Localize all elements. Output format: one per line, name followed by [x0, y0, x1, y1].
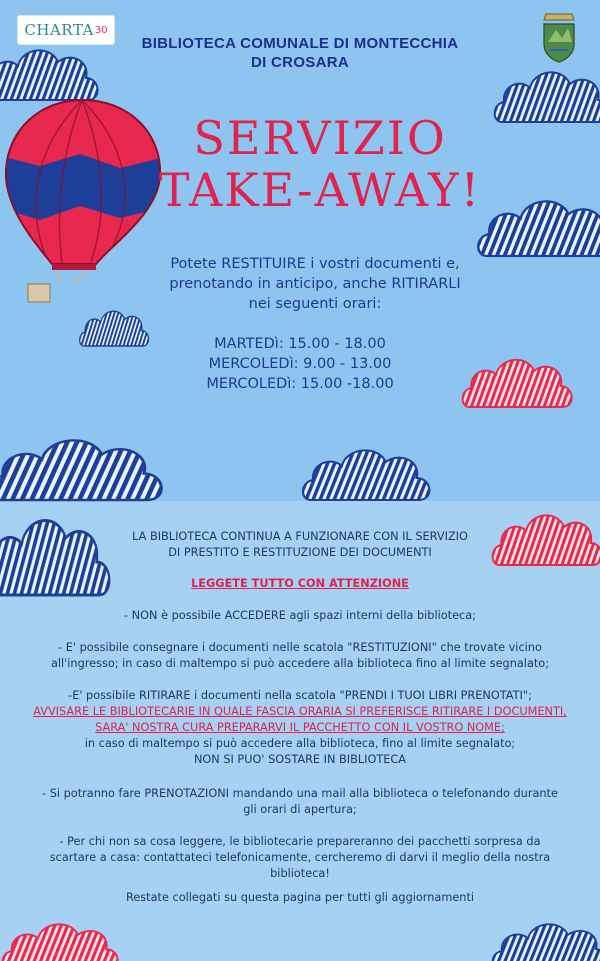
cloud-icon: [460, 350, 580, 420]
cloud-icon: [300, 440, 440, 510]
opening-hours: [150, 334, 450, 394]
coat-of-arms-icon: [538, 10, 580, 64]
hours-item: MARTEDì: 15.00 - 18.00: [214, 336, 386, 352]
closing-note: Restate collegati su questa pagina per tutti gli aggiornamenti: [125, 891, 475, 904]
cloud-icon: [475, 190, 600, 270]
cloud-icon: [0, 915, 120, 961]
hours-item: MERCOLEDì: 15.00 -18.00: [206, 376, 394, 392]
page-title: SERVIZIO TAKE-AWAY!: [158, 111, 482, 217]
warning-heading: LEGGETE TUTTO CON ATTENZIONE: [191, 577, 409, 590]
library-name: BIBLIOTECA COMUNALE DI MONTECCHIA DI CROSARA: [141, 35, 459, 71]
cloud-icon: [490, 915, 600, 961]
rule-reservations: - Si potranno fare PRENOTAZIONI mandando una mail alla biblioteca o telefonando durante gli orari di apertura;: [42, 787, 558, 816]
rule-pickup: -E' possibile RITIRARE i documenti nella scatola "PRENDI I TUOI LIBRI PRENOTATI"; AVVISARE LE BIBLIOTECARIE IN QUALE FASCIA ORARIA SI PREFERISCE RITIRARE I DOCUMENTI, SARA' NOSTRA CURA PREPARARVI IL PACCHETTO CON IL VOSTRO NOME; in caso di maltempo si può accedere alla biblioteca, fino al limite segnalato; NON SI PUO' SOSTARE IN BIBLIOTECA: [33, 689, 567, 766]
intro-text: Potete RESTITUIRE i vostri documenti e, prenotando in anticipo, anche RITIRARLI nei seguenti orari:: [169, 256, 461, 312]
hot-air-balloon-icon: [0, 96, 170, 316]
rule-surprise-packages: - Per chi non sa cosa leggere, le bibliotecarie prepareranno dei pacchetti sorpresa da scartare a casa: contattateci telefonicamente, cercheremo di darvi il meglio della nostra biblioteca!: [49, 835, 551, 880]
cloud-icon: [0, 428, 185, 508]
hours-item: MERCOLEDì: 9.00 - 13.00: [208, 356, 392, 372]
charta-logo: CHARTA 30: [18, 16, 114, 44]
cloud-icon: [492, 62, 600, 142]
rule-no-access: - NON è possibile ACCEDERE agli spazi interni della biblioteca;: [124, 609, 476, 622]
rule-returns: - E' possibile consegnare i documenti nelle scatola "RESTITUZIONI" che trovate vicino all'ingresso; in caso di maltempo si può accedere alla biblioteca fino al limite segnalato;: [50, 641, 550, 670]
service-notice: LA BIBLIOTECA CONTINUA A FUNZIONARE CON IL SERVIZIO DI PRESTITO E RESTITUZIONE DEI DOCUMENTI: [132, 530, 468, 559]
